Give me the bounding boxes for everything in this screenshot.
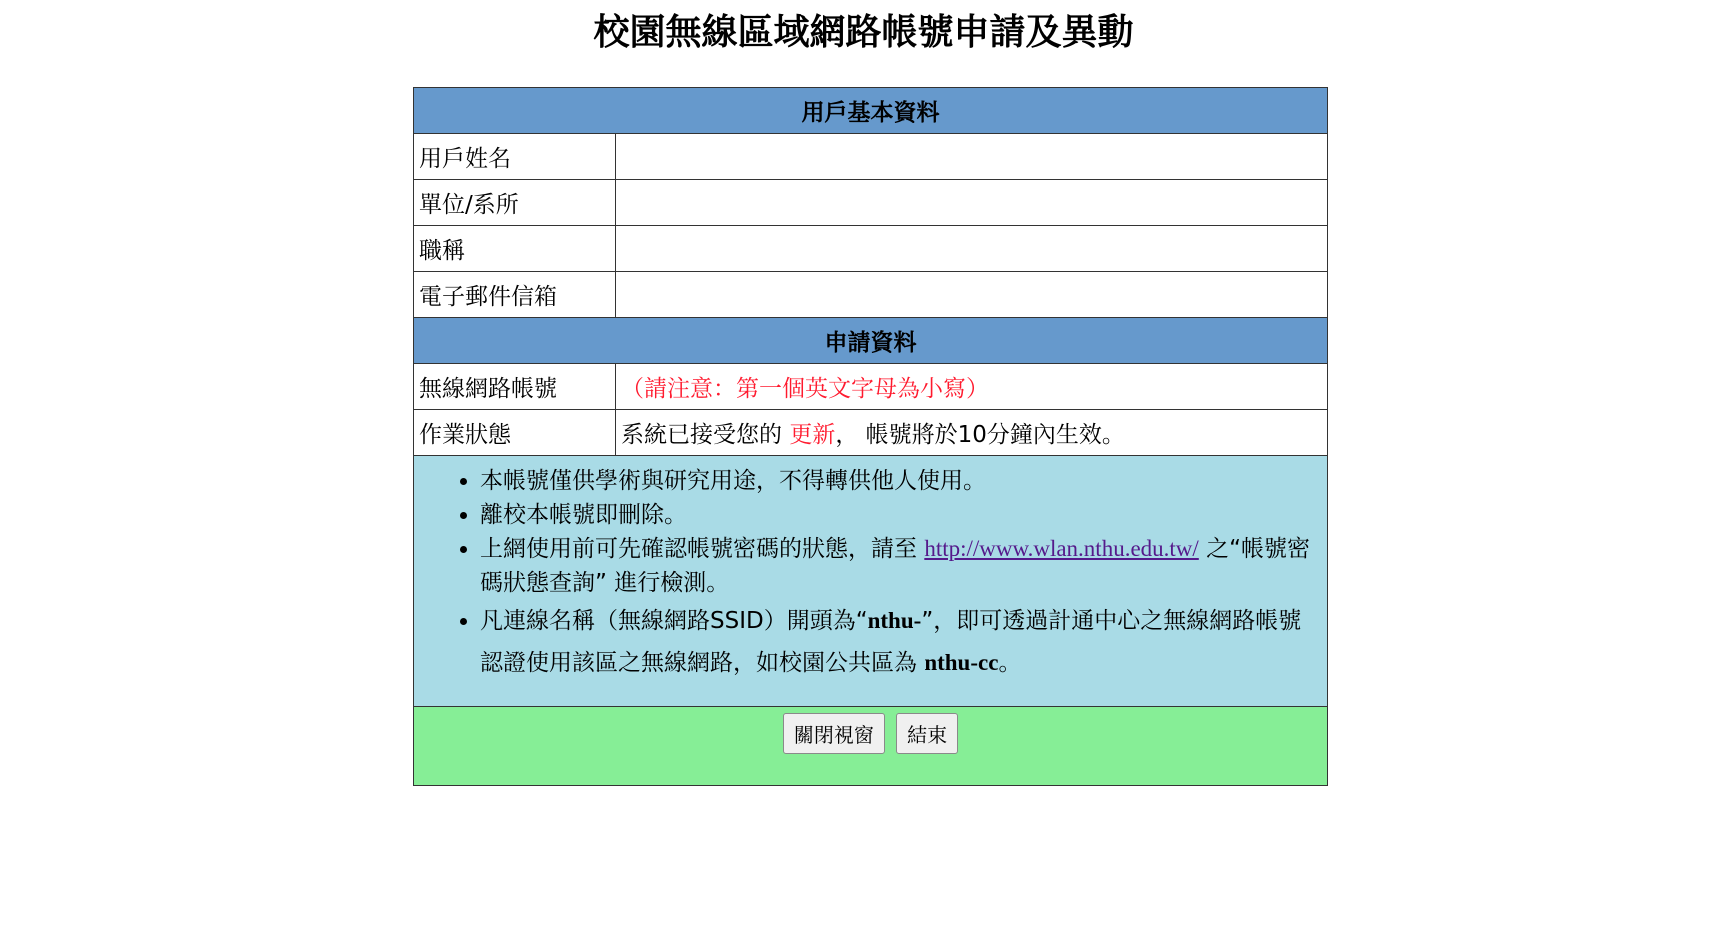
note-ssid-end: 。: [998, 650, 1022, 676]
ssid-prefix-text: nthu-: [867, 608, 922, 633]
status-label: 作業狀態: [414, 410, 616, 456]
department-value: [616, 180, 1328, 226]
page-title: 校園無線區域網路帳號申請及異動: [593, 12, 1134, 53]
status-suffix: ， 帳號將於10分鐘內生效。: [835, 422, 1125, 448]
account-lowercase-note: （請注意：第一個英文字母為小寫）: [621, 376, 989, 402]
job-title-value: [616, 226, 1328, 272]
job-title-label: 職稱: [414, 226, 616, 272]
form-row-title: [414, 226, 1328, 272]
note-item-usage: • 本帳號僅供學術與研究用途，不得轉供他人使用。: [480, 464, 1321, 498]
account-cell: [616, 364, 1328, 410]
note-ssid-part2: ”，即可透過計通中心之無線網路帳號認證使用該區之無線網路，如校園公共區為: [480, 608, 1302, 676]
section-header-user-info: [414, 88, 1328, 134]
notes-cell: [414, 456, 1328, 707]
account-label: 無線網路帳號: [414, 364, 616, 410]
actions-cell: [414, 707, 1328, 786]
note-item-deletion: • 離校本帳號即刪除。: [480, 498, 1321, 532]
wlan-status-link[interactable]: http://www.wlan.nthu.edu.tw/: [924, 536, 1199, 561]
email-value: [616, 272, 1328, 318]
actions-row: [414, 707, 1328, 786]
note-item-ssid: [480, 600, 1321, 684]
ssid-example-text: nthu-cc: [924, 650, 999, 675]
form-row-account: [414, 364, 1328, 410]
name-label: 用戶姓名: [414, 134, 616, 180]
notes-row: [414, 456, 1328, 707]
finish-button[interactable]: 結束: [896, 713, 958, 754]
form-row-department: [414, 180, 1328, 226]
form-row-status: [414, 410, 1328, 456]
section-title-user-info: 用戶基本資料: [414, 88, 1328, 134]
note-status-check-prefix: 上網使用前可先確認帳號密碼的狀態，請至: [480, 536, 917, 562]
section-title-application: 申請資料: [414, 318, 1328, 364]
application-form: [413, 87, 1328, 786]
name-value: [616, 134, 1328, 180]
email-label: 電子郵件信箱: [414, 272, 616, 318]
section-header-application: [414, 318, 1328, 364]
status-prefix: 系統已接受您的: [621, 422, 782, 448]
note-item-status-check: [480, 532, 1321, 600]
close-window-button[interactable]: 關閉視窗: [783, 713, 885, 754]
status-action: 更新: [789, 422, 836, 448]
form-row-email: [414, 272, 1328, 318]
note-status-check-suffix: 之“帳號密碼狀態查詢” 進行檢測。: [480, 536, 1311, 596]
note-ssid-part1: 凡連線名稱（無線網路SSID）開頭為“: [480, 608, 868, 634]
status-cell: [616, 410, 1328, 456]
notes-list: [420, 464, 1321, 684]
form-row-name: [414, 134, 1328, 180]
department-label: 單位/系所: [414, 180, 616, 226]
